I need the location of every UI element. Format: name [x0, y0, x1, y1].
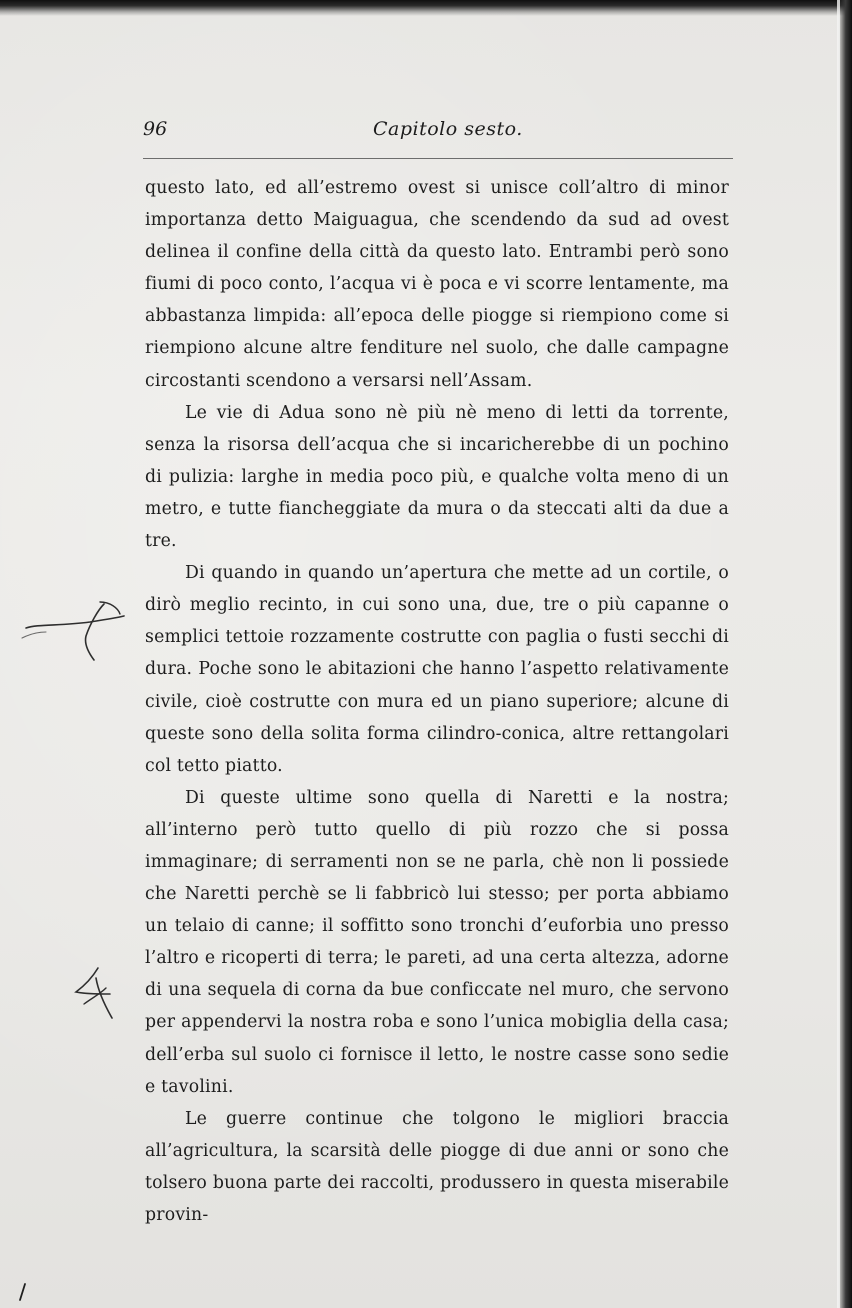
body-text — [145, 172, 729, 1231]
margin-tick-mark-icon — [70, 964, 120, 1024]
page-number: 96 — [143, 118, 168, 140]
page-top-shadow — [0, 0, 852, 16]
paragraph-1: questo lato, ed all’estremo ovest si unisce coll’altro di minor importanza detto Maiguagua, che scendendo da sud ad ovest delinea il confine della città da questo lato. Entrambi però sono fiumi di poco conto, l’acqua vi è poca e vi scorre lentamente, ma abbastanza limpida: all’epoca delle piogge si riempiono come si riempiono alcune altre fenditure nel suolo, che dalle campagne circostanti scendono a versarsi nell’Assam. — [145, 178, 729, 391]
paragraph-3: Di quando in quando un’apertura che mette ad un cortile, o dirò meglio recinto, in cui sono una, due, tre o più capanne o semplici tettoie rozzamente costrutte con paglia o fusti secchi di dura. Poche sono le abitazioni che hanno l’aspetto relativamente civile, cioè costrutte con mura ed un piano superiore; alcune di queste sono della solita forma cilindro-conica, altre rettangolari col tetto piatto. — [145, 563, 729, 776]
page-edge-highlight — [837, 0, 840, 1308]
margin-cross-mark-icon — [20, 598, 130, 668]
paragraph-5: Le guerre continue che tolgono le migliori braccia all’agricultura, la scarsità delle piogge di due anni or sono che tolsero buona parte dei raccolti, produssero in questa miserabile provin- — [145, 1108, 729, 1225]
running-head — [143, 118, 733, 148]
paragraph-2: Le vie di Adua sono nè più nè meno di letti da torrente, senza la risorsa dell’acqua che si incaricherebbe di un pochino di pulizia: larghe in media poco più, e qualche volta meno di un metro, e tutte fiancheggiate da mura o da steccati alti da due a tre. — [145, 402, 729, 552]
chapter-title: Capitolo sesto. — [373, 118, 523, 140]
paragraph-4: Di queste ultime sono quella di Naretti e la nostra; all’interno però tutto quello di più rozzo che si possa immaginare; di serramenti non se ne parla, chè non li possiede che Naretti perchè se li fabbricò lui stesso; per porta abbiamo un telaio di canne; il soffitto sono tronchi d’euforbia uno presso l’altro e ricoperti di terra; le pareti, ad una certa altezza, adorne di una sequela di corna da bue conficcate nel muro, che servono per appendervi la nostra roba e sono l’unica mobiglia della casa; dell’erba sul suolo ci fornisce il letto, le nostre casse sono sedie e tavolini. — [145, 787, 729, 1097]
page-binding-edge — [838, 0, 852, 1308]
header-rule — [143, 158, 733, 159]
margin-stroke-mark-icon — [15, 1282, 31, 1302]
